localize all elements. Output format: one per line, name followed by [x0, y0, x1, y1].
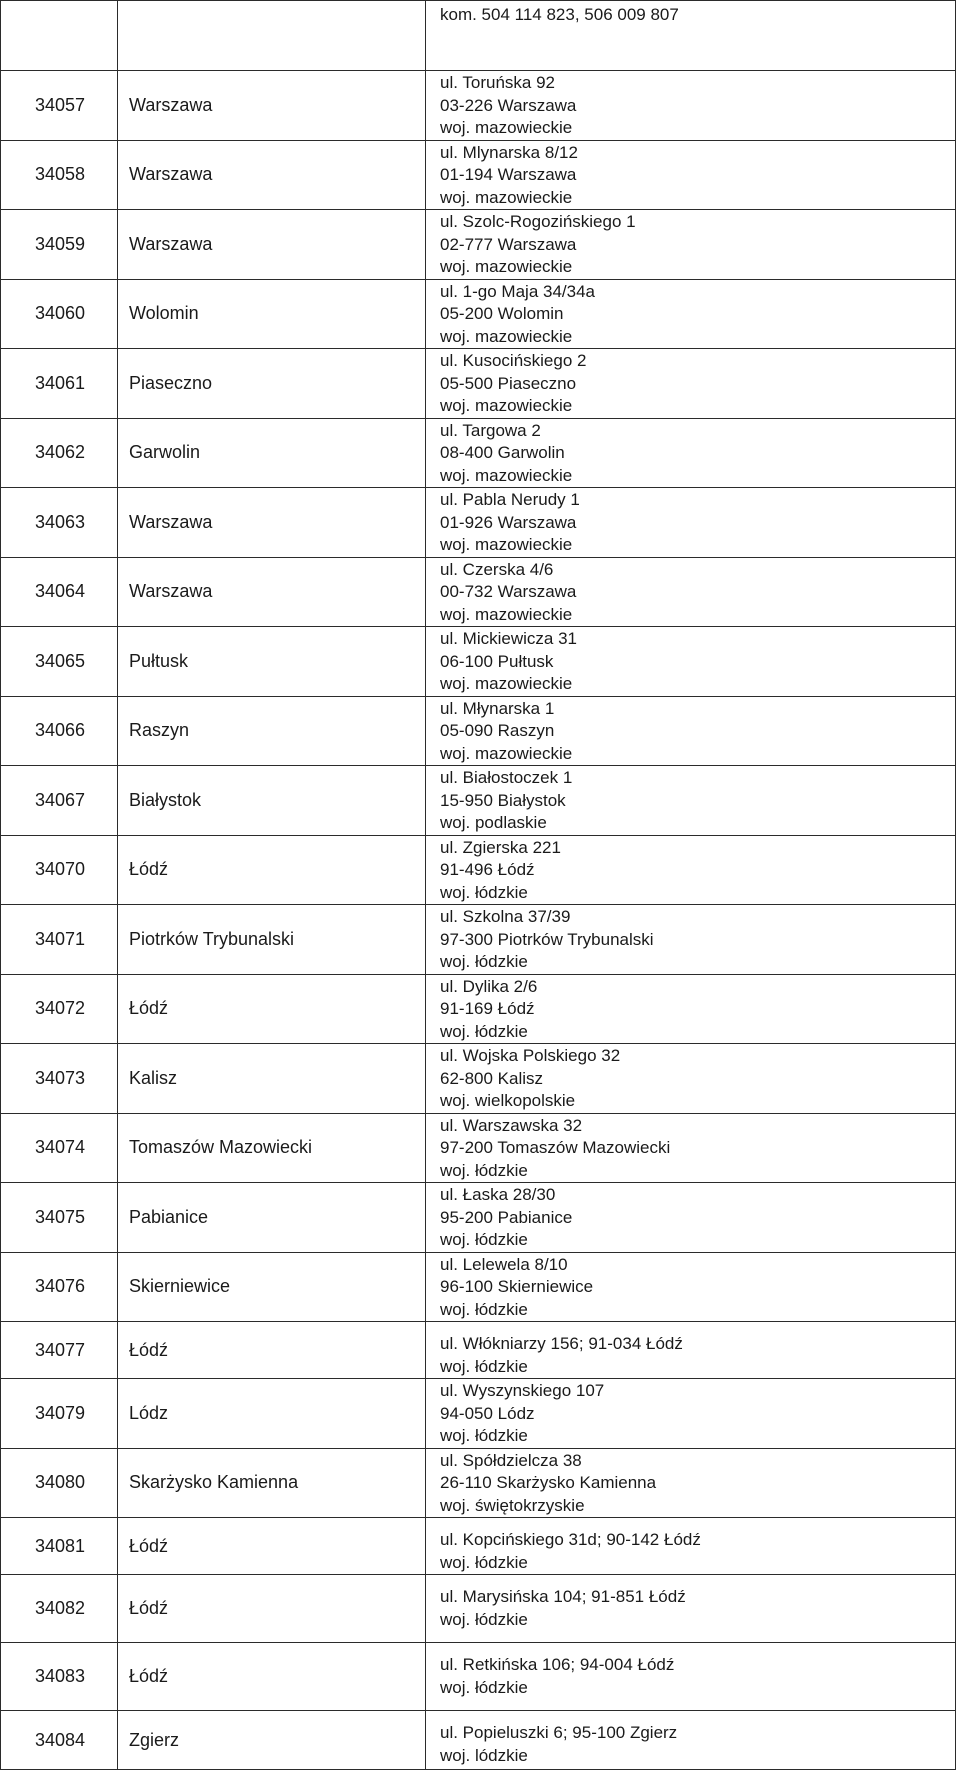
- address-line: ul. Zgierska 221: [440, 837, 561, 857]
- branch-address: [426, 1379, 956, 1449]
- address-line: ul. Lelewela 8/10: [440, 1254, 568, 1274]
- table-row: [1, 279, 956, 349]
- address-line: woj. łódzkie: [440, 1299, 528, 1319]
- address-line: 62-800 Kalisz: [440, 1068, 544, 1088]
- branch-city: Zgierz: [118, 1711, 426, 1770]
- address-line: 02-777 Warszawa: [440, 234, 577, 254]
- table-row: [1, 1322, 956, 1379]
- branch-city: Pabianice: [118, 1183, 426, 1253]
- branch-table-body: [1, 1, 956, 1770]
- table-row: [1, 1711, 956, 1770]
- branch-city: Garwolin: [118, 418, 426, 488]
- table-row: [1, 418, 956, 488]
- branch-address: [426, 349, 956, 419]
- address-line: woj. mazowieckie: [440, 326, 573, 346]
- header-empty-cell: [1, 1, 118, 71]
- branch-address: [426, 974, 956, 1044]
- branch-code: 34079: [1, 1379, 118, 1449]
- branch-city: Łódź: [118, 1518, 426, 1575]
- branch-city: Skierniewice: [118, 1252, 426, 1322]
- address-line: woj. łódzkie: [440, 1552, 528, 1572]
- table-row: [1, 488, 956, 558]
- address-line: woj. mazowieckie: [440, 674, 573, 693]
- address-line: woj. podlaskie: [440, 813, 547, 832]
- address-line: ul. Popieluszki 6; 95-100 Zgierz: [440, 1723, 678, 1742]
- table-row: [1, 1113, 956, 1183]
- branch-address: [426, 1252, 956, 1322]
- branch-address: [426, 905, 956, 975]
- branch-code: 34057: [1, 71, 118, 141]
- address-line: ul. Dylika 2/6: [440, 976, 538, 996]
- table-row: [1, 349, 956, 419]
- branch-city: Warszawa: [118, 488, 426, 558]
- address-line: woj. mazowieckie: [440, 187, 573, 207]
- table-row: [1, 1518, 956, 1575]
- address-line: 94-050 Lódz: [440, 1403, 535, 1423]
- address-line: ul. Młynarska 1: [440, 698, 555, 718]
- branch-code: 34081: [1, 1518, 118, 1575]
- contact-cell: [426, 1, 956, 71]
- branch-city: Pułtusk: [118, 627, 426, 697]
- branch-city: Wolomin: [118, 279, 426, 349]
- branch-address: [426, 210, 956, 280]
- address-line: 05-500 Piaseczno: [440, 373, 577, 393]
- branch-address: [426, 696, 956, 766]
- address-line: ul. Retkińska 106; 94-004 Łódź: [440, 1655, 675, 1674]
- address-line: ul. Kopcińskiego 31d; 90-142 Łódź: [440, 1530, 701, 1549]
- branch-address: [426, 835, 956, 905]
- branch-city: Łódź: [118, 974, 426, 1044]
- branch-address: [426, 627, 956, 697]
- branch-address: [426, 418, 956, 488]
- table-row: [1, 1575, 956, 1643]
- address-line: 91-169 Łódź: [440, 999, 535, 1018]
- branch-code: 34064: [1, 557, 118, 627]
- address-line: 03-226 Warszawa: [440, 95, 577, 115]
- branch-address: [426, 557, 956, 627]
- branch-city: Łódź: [118, 1322, 426, 1379]
- table-row: [1, 974, 956, 1044]
- branch-code: 34063: [1, 488, 118, 558]
- address-line: woj. łódzkie: [440, 1677, 528, 1697]
- address-line: woj. łódzkie: [440, 1230, 528, 1249]
- branch-code: 34074: [1, 1113, 118, 1183]
- address-line: 95-200 Pabianice: [440, 1207, 573, 1227]
- address-line: ul. Wojska Polskiego 32: [440, 1046, 621, 1065]
- address-line: ul. Szolc-Rogozińskiego 1: [440, 212, 636, 231]
- table-row: [1, 71, 956, 141]
- branch-city: Warszawa: [118, 557, 426, 627]
- branch-address: [426, 488, 956, 558]
- address-line: 26-110 Skarżysko Kamienna: [440, 1473, 657, 1492]
- table-row: [1, 1252, 956, 1322]
- address-line: 01-926 Warszawa: [440, 512, 577, 532]
- branch-code: 34061: [1, 349, 118, 419]
- branch-address: [426, 279, 956, 349]
- table-row: [1, 627, 956, 697]
- branch-code: 34060: [1, 279, 118, 349]
- address-line: 96-100 Skierniewice: [440, 1277, 594, 1296]
- address-line: woj. łódzkie: [440, 1426, 528, 1445]
- address-line: 05-090 Raszyn: [440, 721, 555, 740]
- address-line: 06-100 Pułtusk: [440, 651, 554, 671]
- branch-address: [426, 1575, 956, 1643]
- branch-city: Piaseczno: [118, 349, 426, 419]
- branch-code: 34072: [1, 974, 118, 1044]
- address-line: woj. łódzkie: [440, 1021, 528, 1041]
- address-line: 08-400 Garwolin: [440, 443, 565, 462]
- branch-code: 34058: [1, 140, 118, 210]
- address-line: woj. lódzkie: [440, 1745, 528, 1765]
- address-line: woj. świętokrzyskie: [440, 1495, 585, 1515]
- address-line: ul. Włókniarzy 156; 91-034 Łódź: [440, 1334, 683, 1353]
- address-line: ul. Targowa 2: [440, 420, 541, 440]
- table-row: [1, 766, 956, 836]
- address-line: 97-300 Piotrków Trybunalski: [440, 929, 654, 949]
- branch-code: 34077: [1, 1322, 118, 1379]
- branch-code: 34075: [1, 1183, 118, 1253]
- address-line: 00-732 Warszawa: [440, 582, 577, 601]
- branch-code: 34065: [1, 627, 118, 697]
- address-line: 01-194 Warszawa: [440, 165, 577, 184]
- branch-code: 34073: [1, 1044, 118, 1114]
- table-row: [1, 210, 956, 280]
- contact-phones: kom. 504 114 823, 506 009 807: [440, 5, 679, 24]
- branch-code: 34082: [1, 1575, 118, 1643]
- branch-city: Łódź: [118, 1575, 426, 1643]
- address-line: ul. Pabla Nerudy 1: [440, 490, 580, 509]
- table-row: [1, 905, 956, 975]
- branch-address: [426, 1044, 956, 1114]
- branch-code: 34059: [1, 210, 118, 280]
- branch-city: Warszawa: [118, 71, 426, 141]
- branch-city: Łódź: [118, 1643, 426, 1711]
- address-line: woj. mazowieckie: [440, 535, 573, 554]
- branch-address: [426, 1518, 956, 1575]
- address-line: woj. mazowieckie: [440, 743, 573, 763]
- table-row: [1, 1379, 956, 1449]
- branch-city: Tomaszów Mazowiecki: [118, 1113, 426, 1183]
- branch-city: Piotrków Trybunalski: [118, 905, 426, 975]
- branch-code: 34070: [1, 835, 118, 905]
- branch-address: [426, 71, 956, 141]
- address-line: ul. Mickiewicza 31: [440, 629, 577, 648]
- address-line: woj. łódzkie: [440, 882, 528, 902]
- branch-code: 34066: [1, 696, 118, 766]
- branch-city: Warszawa: [118, 140, 426, 210]
- address-line: woj. wielkopolskie: [440, 1091, 576, 1110]
- header-row: [1, 1, 956, 71]
- address-line: ul. Warszawska 32: [440, 1115, 583, 1135]
- table-row: [1, 835, 956, 905]
- table-row: [1, 1044, 956, 1114]
- address-line: 15-950 Białystok: [440, 790, 566, 810]
- table-row: [1, 557, 956, 627]
- address-line: woj. mazowieckie: [440, 396, 573, 415]
- branch-address: [426, 1448, 956, 1518]
- address-line: ul. 1-go Maja 34/34a: [440, 281, 595, 301]
- address-line: woj. mazowieckie: [440, 257, 573, 276]
- address-line: woj. łódzkie: [440, 952, 528, 971]
- branch-code: 34080: [1, 1448, 118, 1518]
- branch-city: Raszyn: [118, 696, 426, 766]
- address-line: ul. Szkolna 37/39: [440, 907, 571, 926]
- address-line: 05-200 Wolomin: [440, 304, 564, 323]
- address-line: ul. Czerska 4/6: [440, 559, 554, 579]
- address-line: ul. Białostoczek 1: [440, 768, 573, 787]
- address-line: woj. mazowieckie: [440, 118, 573, 137]
- address-line: ul. Kusocińskiego 2: [440, 351, 587, 370]
- address-line: woj. mazowieckie: [440, 604, 573, 624]
- address-line: 91-496 Łódź: [440, 860, 535, 879]
- branch-code: 34071: [1, 905, 118, 975]
- header-empty-cell: [118, 1, 426, 71]
- branch-city: Łódź: [118, 835, 426, 905]
- branch-city: Kalisz: [118, 1044, 426, 1114]
- branch-code: 34083: [1, 1643, 118, 1711]
- branch-address: [426, 766, 956, 836]
- address-line: ul. Marysińska 104; 91-851 Łódź: [440, 1587, 686, 1606]
- branch-city: Skarżysko Kamienna: [118, 1448, 426, 1518]
- address-line: ul. Wyszynskiego 107: [440, 1381, 605, 1400]
- branch-address: [426, 1322, 956, 1379]
- branch-address: [426, 1711, 956, 1770]
- branch-city: Białystok: [118, 766, 426, 836]
- branch-address: [426, 1183, 956, 1253]
- address-line: woj. mazowieckie: [440, 465, 573, 485]
- branch-code: 34062: [1, 418, 118, 488]
- address-line: ul. Łaska 28/30: [440, 1185, 556, 1204]
- branch-city: Lódz: [118, 1379, 426, 1449]
- address-line: ul. Toruńska 92: [440, 73, 555, 92]
- branch-code: 34067: [1, 766, 118, 836]
- address-line: woj. łódzkie: [440, 1356, 528, 1376]
- address-line: woj. łódzkie: [440, 1160, 528, 1180]
- address-line: ul. Mlynarska 8/12: [440, 142, 578, 162]
- address-line: 97-200 Tomaszów Mazowiecki: [440, 1138, 671, 1157]
- table-row: [1, 1183, 956, 1253]
- branch-code: 34084: [1, 1711, 118, 1770]
- branch-city: Warszawa: [118, 210, 426, 280]
- table-row: [1, 1643, 956, 1711]
- address-line: woj. łódzkie: [440, 1609, 528, 1629]
- branch-code: 34076: [1, 1252, 118, 1322]
- branch-address: [426, 1113, 956, 1183]
- table-row: [1, 140, 956, 210]
- branch-address: [426, 1643, 956, 1711]
- table-row: [1, 696, 956, 766]
- address-line: ul. Spółdzielcza 38: [440, 1450, 582, 1470]
- table-row: [1, 1448, 956, 1518]
- branch-address: [426, 140, 956, 210]
